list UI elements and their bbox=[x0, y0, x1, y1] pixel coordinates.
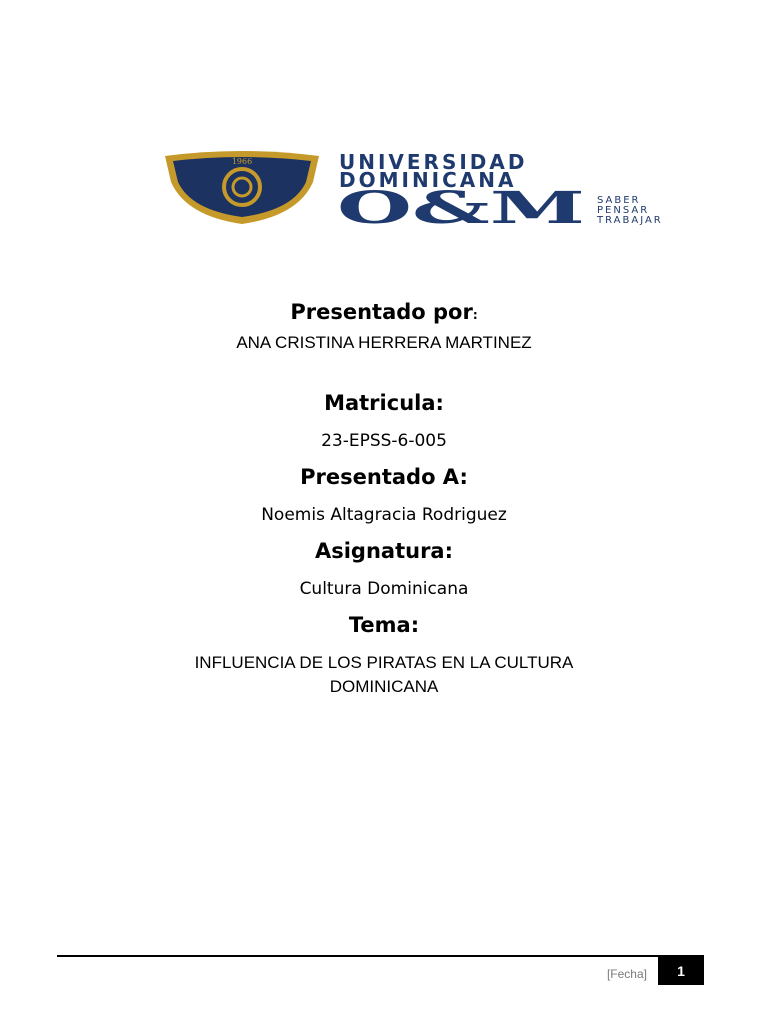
logo-brand-om: O&M bbox=[337, 183, 585, 228]
topic-heading: Tema: bbox=[348, 613, 420, 637]
presented-by-label: Presentado por bbox=[290, 300, 473, 324]
page-number: 1 bbox=[658, 957, 704, 985]
matricula-heading: Matricula: bbox=[324, 391, 444, 415]
logo-motto-trabajar: TRABAJAR bbox=[597, 215, 663, 226]
cover-content bbox=[0, 296, 768, 699]
matricula-value: 23-EPSS-6-005 bbox=[321, 431, 447, 451]
topic-line-2: DOMINICANA bbox=[329, 677, 439, 696]
university-logo bbox=[163, 150, 693, 228]
student-name: ANA CRISTINA HERRERA MARTINEZ bbox=[236, 333, 532, 352]
presented-by-colon: : bbox=[472, 308, 478, 322]
logo-motto-saber: SABER bbox=[597, 195, 641, 206]
subject-value: Cultura Dominicana bbox=[299, 579, 469, 599]
logo-motto-pensar: PENSAR bbox=[597, 205, 650, 216]
presented-to-heading: Presentado A: bbox=[300, 465, 468, 489]
logo-line-universidad: UNIVERSIDAD bbox=[339, 150, 528, 174]
footer-date-placeholder: [Fecha] bbox=[606, 967, 647, 981]
teacher-name: Noemis Altagracia Rodriguez bbox=[261, 505, 507, 525]
subject-heading: Asignatura: bbox=[314, 539, 454, 563]
presented-by-heading bbox=[0, 296, 768, 331]
footer-rule bbox=[57, 955, 704, 957]
shield-seal-icon bbox=[165, 151, 319, 224]
topic-line-1: INFLUENCIA DE LOS PIRATAS EN LA CULTURA bbox=[194, 653, 574, 672]
logo-line-dominicana: DOMINICANA bbox=[339, 168, 517, 192]
seal-year: 1966 bbox=[231, 157, 253, 166]
